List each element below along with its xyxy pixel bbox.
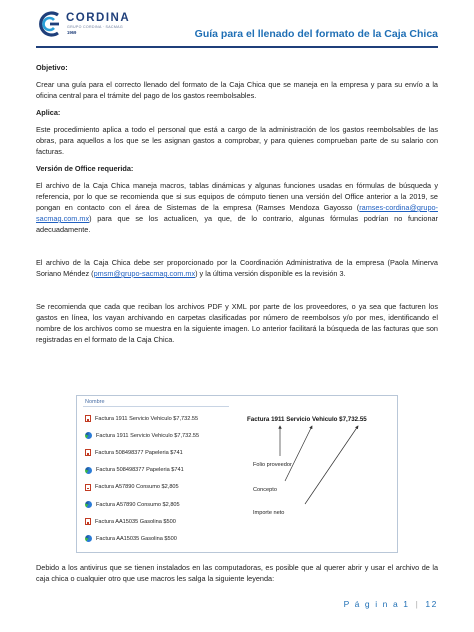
logo-brand-name: CORDINA — [66, 12, 131, 24]
objetivo-paragraph: Crear una guía para el correcto llenado del formato de la Caja Chica que se maneja en la empresa y para su envío a la oficina central para el trámite del pago de los gastos reembolsables. — [36, 80, 438, 100]
file-naming-figure — [76, 395, 398, 553]
objetivo-heading: Objetivo: — [36, 63, 68, 72]
page-number — [344, 599, 438, 609]
company-logo — [36, 10, 146, 40]
version-heading: Versión de Office requerida: — [36, 164, 134, 173]
page-current: 1 — [403, 599, 410, 609]
version-text-end: ) para que se los actualicen, ya que, de lo contrario, algunas fórmulas podrían no funcionar adecuadamente. — [36, 214, 438, 234]
recomienda-paragraph: Se recomienda que cada que reciban los archivos PDF y XML por parte de los proveedores, o ya sea que facturen los gastos en línea, los vayan archivando en carpetas clasificadas por número de reembolsos y/o por mes, identificando el nombre de los archivos como se muestra en la siguiente imagen. Lo anterior facilitará la búsqueda de las facturas que son registradas en el formato de la Caja Chica. — [36, 302, 438, 344]
file-name: Factura 508498377 Papeleria $741 — [96, 467, 184, 474]
page-word: P á g i n a — [343, 599, 400, 609]
aplica-heading: Aplica: — [36, 108, 61, 117]
file-list-column-header: Nombre — [85, 399, 105, 405]
callout-concepto: Concepto — [253, 487, 277, 493]
page-separator: | — [415, 599, 420, 609]
concepto-arrow — [285, 426, 312, 481]
callout-arrows — [77, 396, 397, 552]
cordina-logo-icon — [36, 10, 62, 38]
version-paragraph — [36, 180, 438, 235]
callout-importe-neto: Importe neto — [253, 510, 285, 516]
aplica-paragraph: Este procedimiento aplica a todo el personal que está a cargo de la administración de los gastos reembolsables de las obras, para aquellos a los que se les asignan gastos a comprobar, y para quienes comprueban parte de su salario con facturas. — [36, 125, 438, 156]
example-file-name: Factura 1911 Servicio Vehiculo $7,732.55 — [247, 416, 367, 423]
antivirus-paragraph: Debido a los antivirus que se tienen instalados en las computadoras, es posible que al querer abrir y usar el archivo de la caja chica o cualquier otro que use macros les salga la siguiente leyenda: — [36, 563, 438, 583]
pmsm-email-link[interactable]: pmsm@grupo-sacmag.com.mx — [93, 269, 196, 278]
document-body — [36, 62, 438, 345]
file-name: Factura A57890 Consumo $2,805 — [96, 501, 180, 508]
importe-arrow — [305, 426, 358, 504]
file-name: Factura 508498377 Papeleria $741 — [95, 449, 183, 456]
document-title: Guía para el llenado del formato de la Caja Chica — [194, 28, 438, 40]
file-name: Factura 1911 Servicio Vehiculo $7,732.55 — [95, 415, 199, 422]
logo-brand-sub: GRUPO CORDINA · SACMAG — [67, 25, 123, 29]
file-name: Factura 1911 Servicio Vehiculo $7,732.55 — [96, 432, 200, 439]
file-name: Factura AA15035 Gasolina $500 — [95, 518, 176, 525]
archivo-text-start: El archivo de la Caja Chica debe ser proporcionado por la Coordinación Administrativa de la empresa (Paola Minerva Soriano Méndez ( — [36, 258, 438, 278]
header-divider — [36, 46, 438, 48]
callout-folio-proveedor: Folio proveedor — [253, 462, 292, 468]
ramses-email-link[interactable]: ramses-cordina@grupo-sacmag.com.mx — [36, 203, 438, 223]
archivo-paragraph — [36, 257, 438, 279]
page-total: 12 — [425, 599, 438, 609]
version-text-start: El archivo de la Caja Chica maneja macros, tablas dinámicas y algunas funciones usadas en fórmulas de búsqueda y referencia, por lo que se recomienda que si sus equipos de cómputo tienen una versión del Office anterior a la 2019, se pongan en contacto con el área de Sistemas de la empresa (Ramses Mendoza Gayosso ( — [36, 181, 438, 212]
file-name: Factura AA15035 Gasolina $500 — [96, 535, 177, 542]
logo-brand-year: 1969 — [67, 30, 77, 35]
file-name: Factura A57890 Consumo $2,805 — [95, 484, 179, 491]
archivo-text-end: ) y la última versión disponible es la revisión 3. — [195, 269, 346, 278]
